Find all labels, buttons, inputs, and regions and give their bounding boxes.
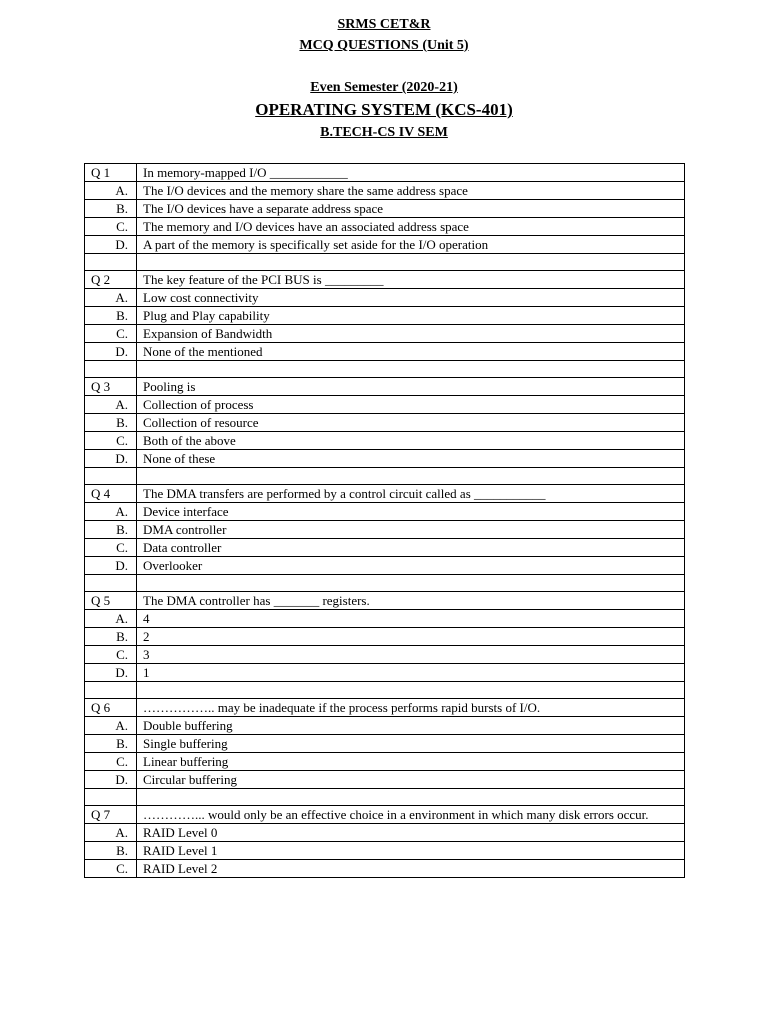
question-text: The DMA transfers are performed by a control circuit called as ___________ <box>137 485 685 503</box>
option-row <box>85 218 685 236</box>
option-row <box>85 735 685 753</box>
option-label: B. <box>85 200 137 218</box>
option-label: A. <box>85 610 137 628</box>
option-row <box>85 539 685 557</box>
option-label: A. <box>85 396 137 414</box>
option-label: C. <box>85 325 137 343</box>
spacer-cell <box>85 468 137 485</box>
question-row <box>85 699 685 717</box>
question-number: Q 5 <box>85 592 137 610</box>
option-label: A. <box>85 289 137 307</box>
option-label: C. <box>85 539 137 557</box>
option-label: C. <box>85 218 137 236</box>
option-row <box>85 396 685 414</box>
option-label: B. <box>85 521 137 539</box>
option-row <box>85 717 685 735</box>
option-label: D. <box>85 450 137 468</box>
spacer-row <box>85 468 685 485</box>
option-row <box>85 450 685 468</box>
question-text: …………... would only be an effective choice in a environment in which many disk errors occur. <box>137 806 685 824</box>
option-label: D. <box>85 664 137 682</box>
option-text: RAID Level 0 <box>137 824 685 842</box>
question-text: In memory-mapped I/O ____________ <box>137 164 685 182</box>
option-text: RAID Level 1 <box>137 842 685 860</box>
option-label: D. <box>85 236 137 254</box>
question-row <box>85 271 685 289</box>
spacer-row <box>85 361 685 378</box>
spacer-cell <box>137 254 685 271</box>
option-label: B. <box>85 307 137 325</box>
question-text: …………….. may be inadequate if the process performs rapid bursts of I/O. <box>137 699 685 717</box>
option-row <box>85 610 685 628</box>
option-label: D. <box>85 343 137 361</box>
option-row <box>85 771 685 789</box>
question-text: Pooling is <box>137 378 685 396</box>
option-text: Circular buffering <box>137 771 685 789</box>
option-label: A. <box>85 503 137 521</box>
option-row <box>85 200 685 218</box>
spacer-cell <box>137 361 685 378</box>
spacer-cell <box>137 575 685 592</box>
option-row <box>85 753 685 771</box>
question-number: Q 3 <box>85 378 137 396</box>
option-row <box>85 343 685 361</box>
question-row <box>85 485 685 503</box>
option-text: 1 <box>137 664 685 682</box>
option-row <box>85 646 685 664</box>
option-row <box>85 325 685 343</box>
option-label: B. <box>85 842 137 860</box>
option-row <box>85 557 685 575</box>
option-text: None of the mentioned <box>137 343 685 361</box>
program-label: B.TECH-CS IV SEM <box>320 125 448 140</box>
question-row <box>85 592 685 610</box>
question-row <box>85 164 685 182</box>
spacer-cell <box>85 254 137 271</box>
question-row <box>85 806 685 824</box>
question-number: Q 6 <box>85 699 137 717</box>
option-label: A. <box>85 717 137 735</box>
spacer-cell <box>137 468 685 485</box>
document-title: MCQ QUESTIONS (Unit 5) <box>299 38 469 53</box>
question-number: Q 4 <box>85 485 137 503</box>
option-text: Data controller <box>137 539 685 557</box>
option-text: The memory and I/O devices have an associated address space <box>137 218 685 236</box>
subject-title: OPERATING SYSTEM (KCS-401) <box>255 100 513 119</box>
question-number: Q 7 <box>85 806 137 824</box>
question-text: The key feature of the PCI BUS is _________ <box>137 271 685 289</box>
option-row <box>85 628 685 646</box>
option-text: Plug and Play capability <box>137 307 685 325</box>
option-row <box>85 236 685 254</box>
semester-label: Even Semester (2020-21) <box>310 80 458 95</box>
option-text: Device interface <box>137 503 685 521</box>
option-row <box>85 414 685 432</box>
option-text: Collection of process <box>137 396 685 414</box>
spacer-row <box>85 682 685 699</box>
spacer-cell <box>85 361 137 378</box>
option-label: C. <box>85 432 137 450</box>
option-text: Single buffering <box>137 735 685 753</box>
option-text: Linear buffering <box>137 753 685 771</box>
option-label: C. <box>85 646 137 664</box>
option-label: B. <box>85 735 137 753</box>
option-text: Expansion of Bandwidth <box>137 325 685 343</box>
option-text: DMA controller <box>137 521 685 539</box>
questions-table <box>84 163 685 878</box>
question-number: Q 1 <box>85 164 137 182</box>
option-text: 3 <box>137 646 685 664</box>
option-row <box>85 824 685 842</box>
option-label: D. <box>85 557 137 575</box>
option-text: Both of the above <box>137 432 685 450</box>
option-text: Double buffering <box>137 717 685 735</box>
spacer-cell <box>85 789 137 806</box>
institute-name: SRMS CET&R <box>337 17 431 32</box>
option-label: D. <box>85 771 137 789</box>
option-label: C. <box>85 753 137 771</box>
question-number: Q 2 <box>85 271 137 289</box>
option-row <box>85 307 685 325</box>
option-text: The I/O devices and the memory share the same address space <box>137 182 685 200</box>
option-row <box>85 860 685 878</box>
spacer-cell <box>137 682 685 699</box>
option-label: C. <box>85 860 137 878</box>
option-label: B. <box>85 414 137 432</box>
option-row <box>85 503 685 521</box>
question-text: The DMA controller has _______ registers. <box>137 592 685 610</box>
option-text: RAID Level 2 <box>137 860 685 878</box>
option-row <box>85 432 685 450</box>
spacer-cell <box>85 682 137 699</box>
spacer-cell <box>85 575 137 592</box>
option-label: A. <box>85 824 137 842</box>
option-text: None of these <box>137 450 685 468</box>
option-row <box>85 664 685 682</box>
option-row <box>85 521 685 539</box>
option-text: A part of the memory is specifically set aside for the I/O operation <box>137 236 685 254</box>
option-text: 4 <box>137 610 685 628</box>
option-text: The I/O devices have a separate address space <box>137 200 685 218</box>
option-row <box>85 842 685 860</box>
option-text: Overlooker <box>137 557 685 575</box>
spacer-row <box>85 789 685 806</box>
question-row <box>85 378 685 396</box>
spacer-row <box>85 575 685 592</box>
option-label: B. <box>85 628 137 646</box>
option-text: 2 <box>137 628 685 646</box>
option-label: A. <box>85 182 137 200</box>
option-text: Low cost connectivity <box>137 289 685 307</box>
option-row <box>85 182 685 200</box>
spacer-cell <box>137 789 685 806</box>
option-text: Collection of resource <box>137 414 685 432</box>
spacer-row <box>85 254 685 271</box>
option-row <box>85 289 685 307</box>
